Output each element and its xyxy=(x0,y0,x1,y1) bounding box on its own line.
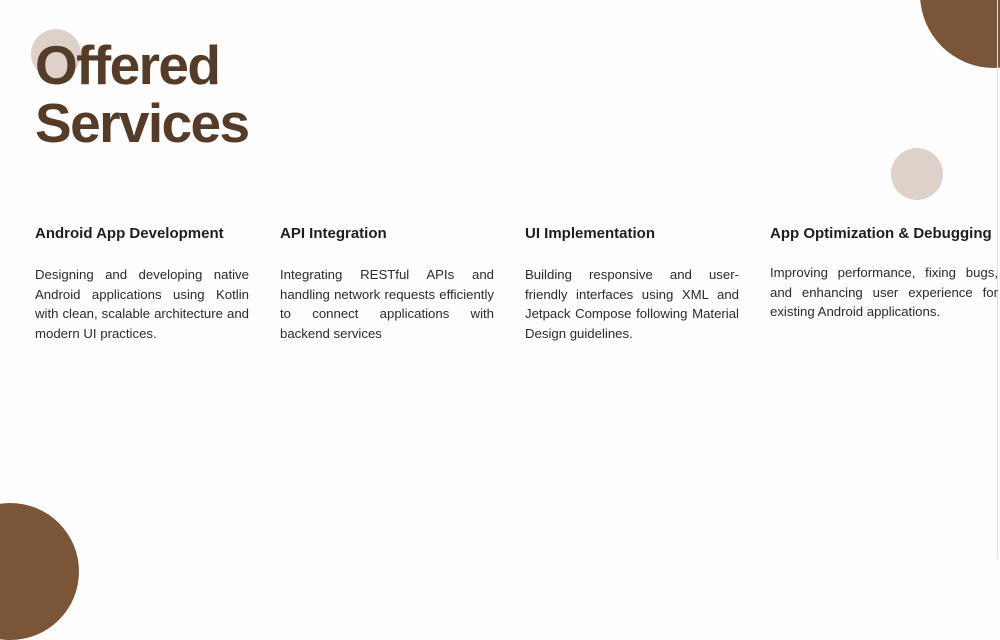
decorative-circle-right xyxy=(891,148,943,200)
decorative-circle-top-right xyxy=(920,0,1000,68)
service-description: Integrating RESTful APIs and handling network requests efficiently to connect applications with backend services xyxy=(280,267,494,341)
decorative-circle-bottom-left xyxy=(0,503,79,640)
slide-title-line-2: Services xyxy=(35,92,249,154)
service-description: Improving performance, fixing bugs, and enhancing user experience for existing Android applications. xyxy=(770,265,998,319)
service-app-optimization-debugging xyxy=(770,224,998,322)
service-title: API Integration xyxy=(280,225,387,242)
service-description: Building responsive and user-friendly interfaces using XML and Jetpack Compose following Material Design guidelines. xyxy=(525,267,739,341)
service-title: App Optimization & Debugging xyxy=(770,225,992,242)
slide-title-line-1: Offered xyxy=(35,34,220,96)
service-description: Designing and developing native Android applications using Kotlin with clean, scalable architecture and modern UI practices. xyxy=(35,267,249,341)
service-android-app-development xyxy=(35,224,249,343)
service-api-integration xyxy=(280,224,494,343)
service-title: Android App Development xyxy=(35,225,224,242)
service-title: UI Implementation xyxy=(525,225,656,242)
service-ui-implementation xyxy=(525,224,739,343)
slide-title xyxy=(35,36,249,152)
